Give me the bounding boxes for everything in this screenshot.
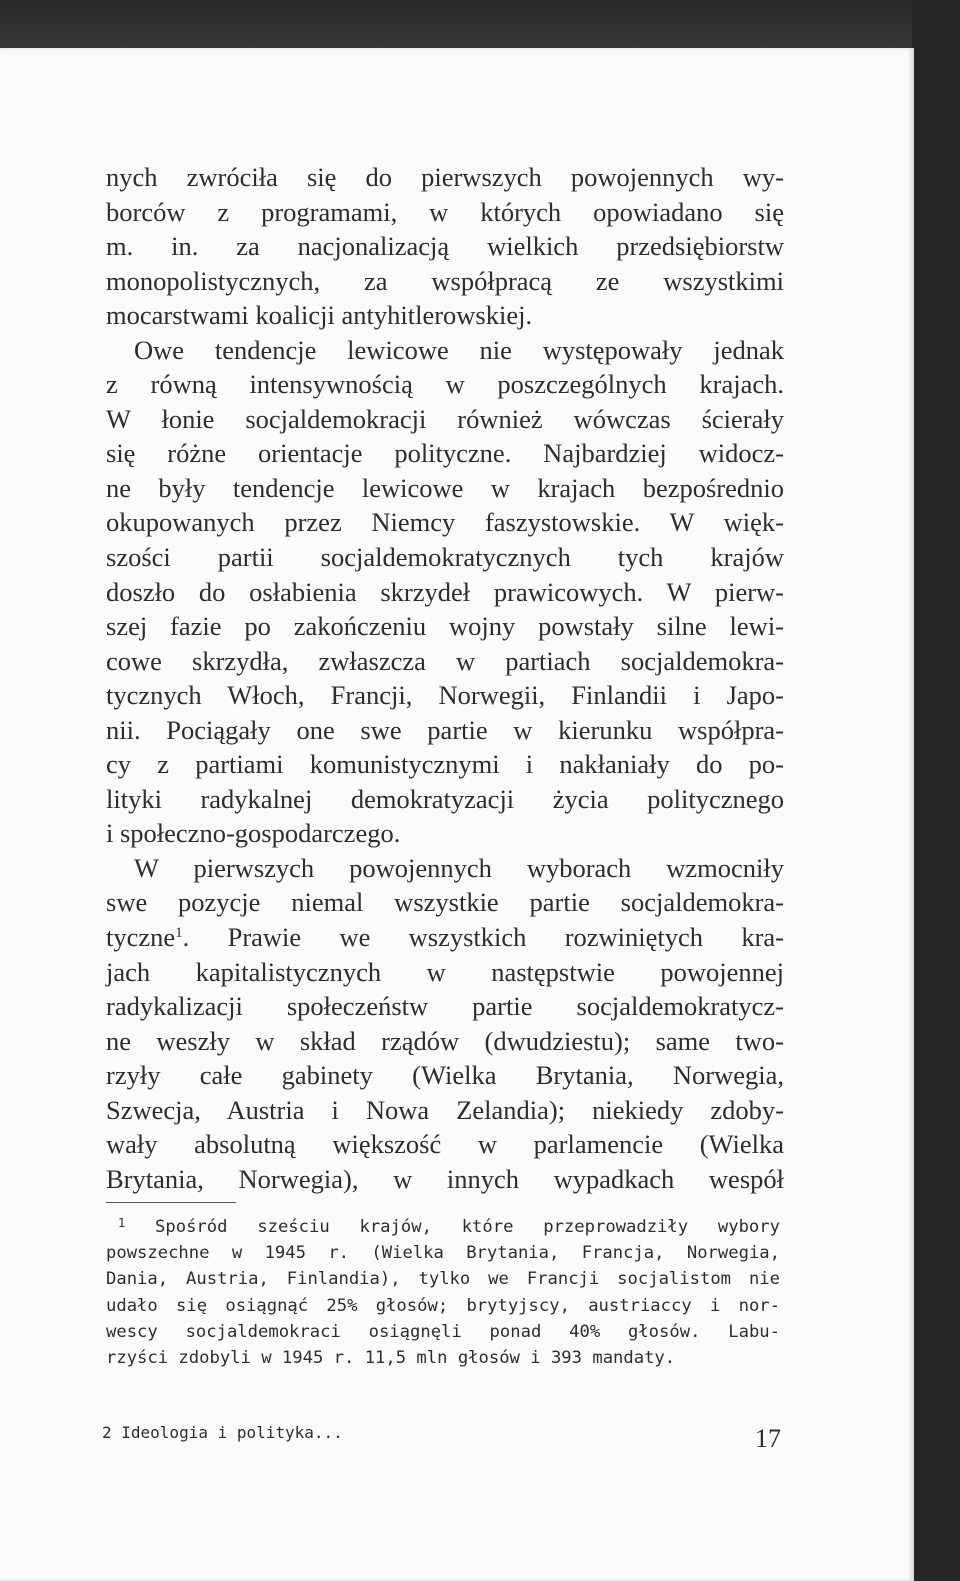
book-page xyxy=(0,48,914,1581)
body-line: nych zwróciła się do pierwszych powojennych wy- xyxy=(106,162,784,192)
body-line: wały absolutną większość w parlamencie (Wielka xyxy=(106,1129,784,1160)
text-after-ref: . Prawie we wszystkich rozwiniętych kra- xyxy=(182,922,784,953)
body-line: z równą intensywnością w poszczególnych krajach. xyxy=(106,369,784,400)
text-before-ref: tyczne xyxy=(106,922,176,953)
page-number: 17 xyxy=(755,1424,781,1453)
scan-dark-border-right xyxy=(912,0,960,1581)
footnote xyxy=(106,1214,780,1371)
body-line: ne były tendencje lewicowe w krajach bezpośrednio xyxy=(106,472,784,503)
body-line: monopolistycznych, za współpracą ze wszystkimi xyxy=(106,265,784,296)
footnote-first-line-text: Spośród sześciu krajów, które przeprowadziły wybory xyxy=(155,1217,780,1237)
body-line-with-footnote-ref xyxy=(106,920,784,955)
footnote-line xyxy=(106,1214,780,1240)
footnote-line: Dania, Austria, Finlandia), tylko we Francji socjalistom nie xyxy=(106,1269,780,1290)
footnote-line: wescy socjaldemokraci osiągnęli ponad 40% głosów. Labu- xyxy=(106,1321,780,1342)
body-line: nii. Pociągały one swe partie w kierunku współpra- xyxy=(106,714,784,745)
body-line: doszło do osłabienia skrzydeł prawicowych. W pierw- xyxy=(106,576,784,607)
body-line: Szwecja, Austria i Nowa Zelandia); niekiedy zdoby- xyxy=(106,1094,784,1125)
body-line: W pierwszych powojennych wyborach wzmocniły xyxy=(134,852,784,883)
body-line: szości partii socjaldemokratycznych tych krajów xyxy=(106,542,784,573)
body-line: tycznych Włoch, Francji, Norwegii, Finlandii i Japo- xyxy=(106,680,784,711)
body-line: m. in. za nacjonalizacją wielkich przedsiębiorstw xyxy=(106,231,784,262)
footnote-line: rzyści zdobyli w 1945 r. 11,5 mln głosów i 393 mandaty. xyxy=(106,1348,676,1369)
body-line: cowe skrzydła, zwłaszcza w partiach socjaldemokra- xyxy=(106,645,784,676)
body-line: rzyły całe gabinety (Wielka Brytania, Norwegia, xyxy=(106,1060,784,1091)
body-line: W łonie socjaldemokracji również wówczas ścierały xyxy=(106,403,784,434)
body-line: szej fazie po zakończeniu wojny powstały silne lewi- xyxy=(106,611,784,642)
body-line: swe pozycje niemal wszystkie partie socjaldemokra- xyxy=(106,887,784,918)
footnote-line: powszechne w 1945 r. (Wielka Brytania, Francja, Norwegia, xyxy=(106,1243,780,1264)
body-line: jach kapitalistycznych w następstwie powojennej xyxy=(106,956,784,987)
body-line: Owe tendencje lewicowe nie występowały jednak xyxy=(134,334,784,365)
footnote-reference: 1 xyxy=(175,925,183,942)
body-line: radykalizacji społeczeństw partie socjaldemokratycz- xyxy=(106,991,784,1022)
body-line: cy z partiami komunistycznymi i nakłaniały do po- xyxy=(106,749,784,780)
printer-signature: 2 Ideologia i polityka... xyxy=(102,1423,343,1442)
footnote-line: udało się osiągnąć 25% głosów; brytyjscy, austriaccy i nor- xyxy=(106,1295,780,1316)
body-line: ne weszły w skład rządów (dwudziestu); same two- xyxy=(106,1025,784,1056)
body-line: mocarstwami koalicji antyhitlerowskiej. xyxy=(106,300,533,331)
body-line: borców z programami, w których opowiadano się xyxy=(106,196,784,227)
body-line: i społeczno-gospodarczego. xyxy=(106,818,401,849)
body-line: Brytania, Norwegia), w innych wypadkach wespół xyxy=(106,1163,784,1194)
scan-dark-border-top xyxy=(0,0,960,52)
body-line: okupowanych przez Niemcy faszystowskie. W więk- xyxy=(106,507,784,538)
body-line: się różne orientacje polityczne. Najbardziej widocz- xyxy=(106,438,784,469)
footnote-separator xyxy=(106,1202,236,1203)
body-line: lityki radykalnej demokratyzacji życia politycznego xyxy=(106,783,784,814)
body-text xyxy=(106,160,784,1196)
footnote-mark: 1 xyxy=(118,1216,126,1230)
